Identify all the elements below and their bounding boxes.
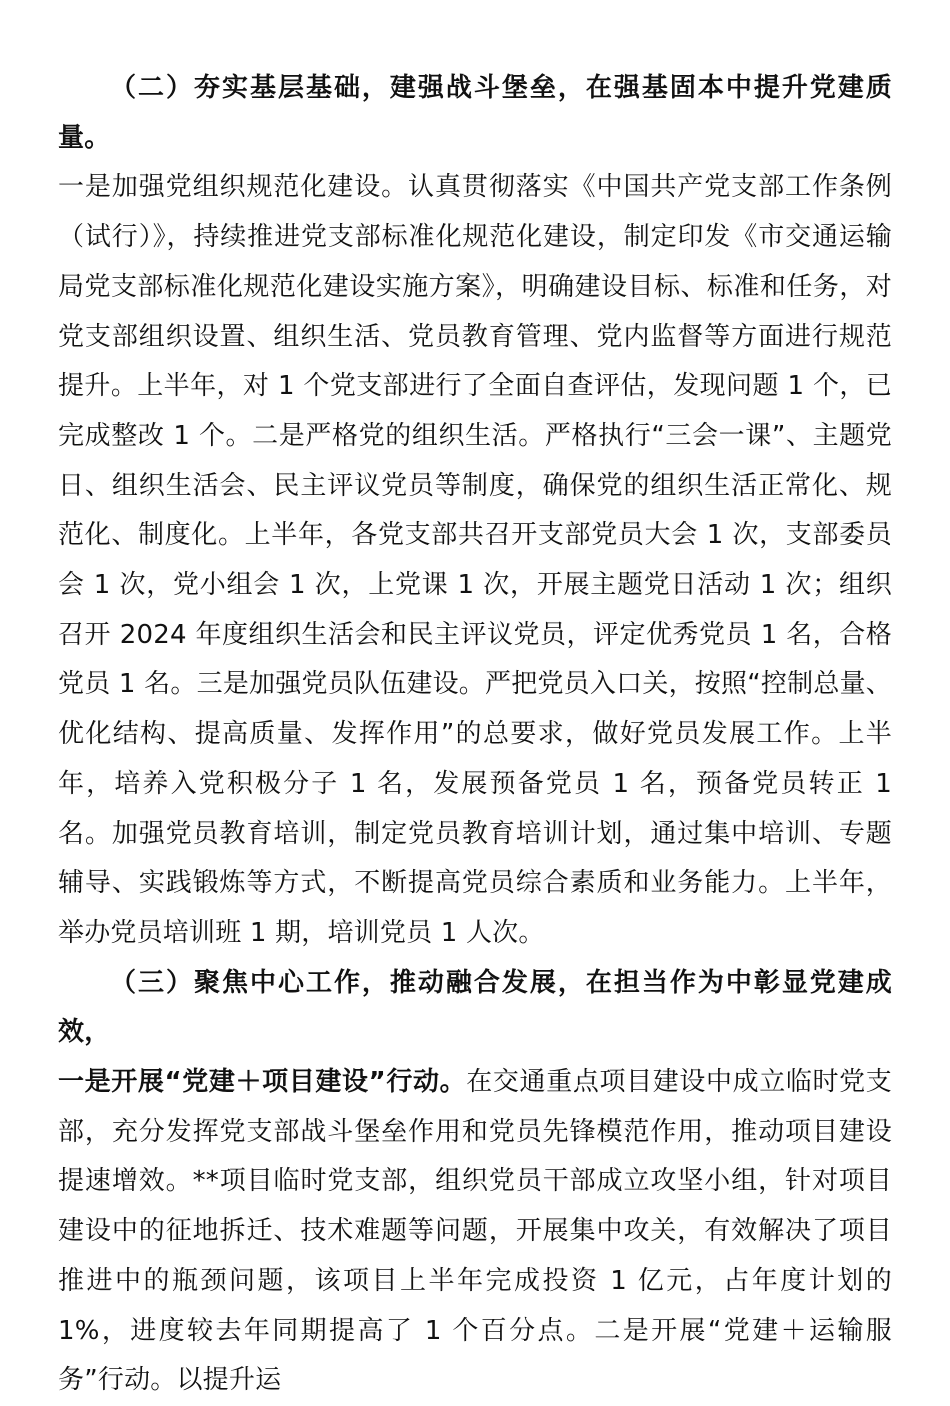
section-3-heading: （三）聚焦中心工作，推动融合发展，在担当作为中彰显党建成效， <box>58 967 892 1048</box>
section-3-body: 在交通重点项目建设中成立临时党支部，充分发挥党支部战斗堡垒作用和党员先锋模范作用，推动项目建设提速增效。**项目临时党支部，组织党员干部成立攻坚小组，针对项目建设中的征地拆迁、技术难题等问题，开展集中攻关，有效解决了项目推进中的瓶颈问题，该项目上半年完成投资 1 亿元，占年度计划的 1%，进度较去年同期提高了 1 个百分点。二是开展“党建＋运输服务”行动。以提升运 <box>58 1067 892 1396</box>
section-3-lead-bold: 一是开展“党建＋项目建设”行动。 <box>58 1067 467 1098</box>
section-2-body: 一是加强党组织规范化建设。认真贯彻落实《中国共产党支部工作条例（试行）》，持续推进党支部标准化规范化建设，制定印发《市交通运输局党支部标准化规范化建设实施方案》，明确建设目标、标准和任务，对党支部组织设置、组织生活、党员教育管理、党内监督等方面进行规范提升。上半年，对 1 个党支部进行了全面自查评估，发现问题 1 个，已完成整改 1 个。二是严格党的组织生活。严格执行“三会一课”、主题党日、组织生活会、民主评议党员等制度，确保党的组织生活正常化、规范化、制度化。上半年，各党支部共召开支部党员大会 1 次，支部委员会 1 次，党小组会 1 次，上党课 1 次，开展主题党日活动 1 次；组织召开 2024 年度组织生活会和民主评议党员，评定优秀党员 1 名，合格党员 1 名。三是加强党员队伍建设。严把党员入口关，按照“控制总量、优化结构、提高质量、发挥作用”的总要求，做好党员发展工作。上半年，培养入党积极分子 1 名，发展预备党员 1 名，预备党员转正 1 名。加强党员教育培训，制定党员教育培训计划，通过集中培训、专题辅导、实践锻炼等方式，不断提高党员综合素质和业务能力。上半年，举办党员培训班 1 期，培训党员 1 人次。 <box>58 172 892 948</box>
section-2-heading: （二）夯实基层基础，建强战斗堡垒，在强基固本中提升党建质量。 <box>58 73 892 153</box>
section-3-paragraph <box>58 1058 892 1406</box>
document-page <box>58 64 892 1406</box>
